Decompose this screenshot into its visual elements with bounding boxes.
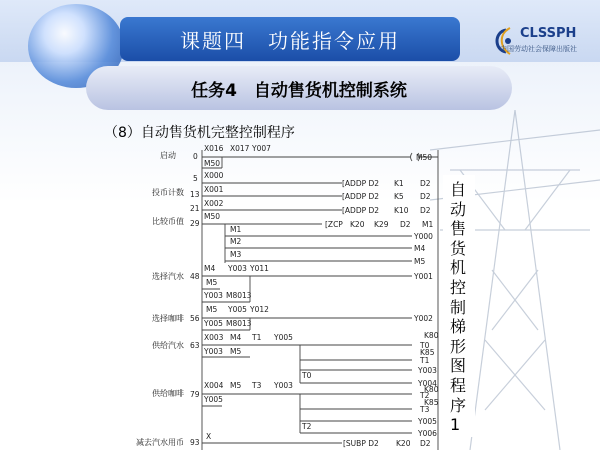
rung-label-coin-count: 投币计数: [152, 188, 184, 197]
contact-x002: X002: [204, 199, 224, 208]
instr-k10: K10: [394, 206, 409, 215]
instr-addp10: [ADDP D2: [342, 206, 380, 215]
instr-subp: [SUBP D2: [343, 439, 379, 448]
program-heading: （8）自动售货机完整控制程序: [104, 125, 295, 141]
rung-subtract-soda: [202, 432, 431, 448]
logo-subtitle: 中国劳动社会保障出版社: [500, 45, 577, 53]
contact-x017: X017: [230, 144, 250, 153]
output-k80a: K80: [424, 331, 439, 340]
instr-k1: K1: [394, 179, 404, 188]
contact-y003-c: Y003: [204, 347, 223, 356]
instr-m1out: M1: [422, 220, 434, 229]
contact-m5: M5: [206, 278, 218, 287]
output-y005: Y005: [418, 417, 437, 426]
instr-k5: K5: [394, 192, 404, 201]
step-number: 63: [190, 341, 200, 350]
contact-m2: M2: [230, 237, 242, 246]
step-number: 56: [190, 314, 200, 323]
output-y002: Y002: [414, 314, 433, 323]
rung-select-coffee: [202, 305, 433, 330]
output-m4: M4: [414, 244, 426, 253]
rung-label-subtract-soda: 减去汽水用币: [136, 438, 184, 447]
output-m5: M5: [414, 257, 426, 266]
rung-supply-soda: [202, 331, 439, 388]
contact-t0: T0: [302, 371, 312, 380]
output-t2: T2: [420, 391, 430, 400]
instr-d2c: D2: [420, 206, 431, 215]
task-title-text: 任务4 自动售货机控制系统: [191, 80, 407, 101]
instr-k29: K29: [374, 220, 389, 229]
contact-y007: Y007: [252, 144, 271, 153]
contact-y005-c: Y005: [274, 333, 293, 342]
output-y006: Y006: [418, 429, 437, 438]
rung-coin-count: [202, 171, 431, 215]
contact-x000: X000: [204, 171, 224, 180]
rung-label-supply-coffee: 供给咖啡: [152, 389, 184, 398]
contact-y003-b: Y003: [204, 291, 223, 300]
step-number: 13: [190, 190, 200, 199]
output-k85b: K85: [424, 398, 439, 407]
contact-m8013: M8013: [226, 291, 252, 300]
output-y004: Y004: [418, 379, 437, 388]
output-y003: Y003: [418, 366, 437, 375]
contact-y005-d: Y005: [204, 395, 223, 404]
instr-addp1: [ADDP D2: [342, 179, 380, 188]
instr-d2d: D2: [400, 220, 411, 229]
contact-x003: X003: [204, 333, 224, 342]
contact-m50: M50: [204, 159, 221, 168]
output-k80b: K80: [424, 385, 439, 394]
output-m50: M50: [416, 153, 433, 162]
output-t0: T0: [420, 341, 430, 350]
contact-m8013-b: M8013: [226, 319, 252, 328]
rung-supply-coffee: [202, 381, 439, 438]
contact-m5-c: M5: [230, 347, 242, 356]
logo-text: CLSSPH: [520, 26, 577, 41]
output-y001: Y001: [414, 272, 433, 281]
contact-x004: X004: [204, 381, 224, 390]
step-number: 0: [193, 152, 198, 161]
step-number: 93: [190, 438, 200, 447]
step-number: 79: [190, 390, 200, 399]
rung-label-select-soda: 选择汽水: [152, 272, 184, 281]
instr-d2b: D2: [420, 192, 431, 201]
contact-y005: Y005: [228, 305, 247, 314]
rung-label-compare: 比较币值: [152, 217, 184, 226]
contact-m1: M1: [230, 225, 242, 234]
step-number: 21: [190, 204, 200, 213]
step-number: 48: [190, 272, 200, 281]
contact-t2: T2: [302, 422, 312, 431]
contact-m3: M3: [230, 250, 242, 259]
rung-label-supply-soda: 供给汽水: [152, 341, 184, 350]
output-t1: T1: [420, 356, 430, 365]
instr-k20: K20: [350, 220, 365, 229]
contact-y012: Y012: [250, 305, 269, 314]
contact-m50-b: M50: [204, 212, 221, 221]
contact-y005-b: Y005: [204, 319, 223, 328]
contact-m5-d: M5: [230, 381, 242, 390]
course-title-text: 课题四 功能指令应用: [180, 28, 400, 53]
step-number: 5: [193, 174, 198, 183]
instr-addp5: [ADDP D2: [342, 192, 380, 201]
contact-x016: X016: [204, 144, 224, 153]
contact-m4: M4: [204, 264, 216, 273]
instr-d2e: D2: [420, 439, 431, 448]
contact-y003: Y003: [228, 264, 247, 273]
output-k85a: K85: [420, 348, 435, 357]
contact-x001: X001: [204, 185, 224, 194]
rung-start: [202, 144, 438, 168]
side-title: 自动售货机控制梯形图程序1: [450, 180, 467, 435]
instr-d2a: D2: [420, 179, 431, 188]
contact-t3: T3: [252, 381, 262, 390]
contact-x: X: [206, 432, 212, 441]
rung-label-select-coffee: 选择咖啡: [152, 314, 184, 323]
instr-k20b: K20: [396, 439, 411, 448]
contact-y003-d: Y003: [274, 381, 293, 390]
output-t3: T3: [420, 405, 430, 414]
rung-compare: [202, 212, 433, 266]
contact-t1: T1: [252, 333, 262, 342]
contact-y011: Y011: [250, 264, 269, 273]
rung-select-soda: [202, 264, 433, 302]
contact-m4-b: M4: [230, 333, 242, 342]
rung-label-start: 启动: [160, 151, 176, 160]
step-number: 29: [190, 219, 200, 228]
output-y000: Y000: [414, 232, 433, 241]
contact-m5-b: M5: [206, 305, 218, 314]
instr-zcp: [ZCP: [325, 220, 343, 229]
